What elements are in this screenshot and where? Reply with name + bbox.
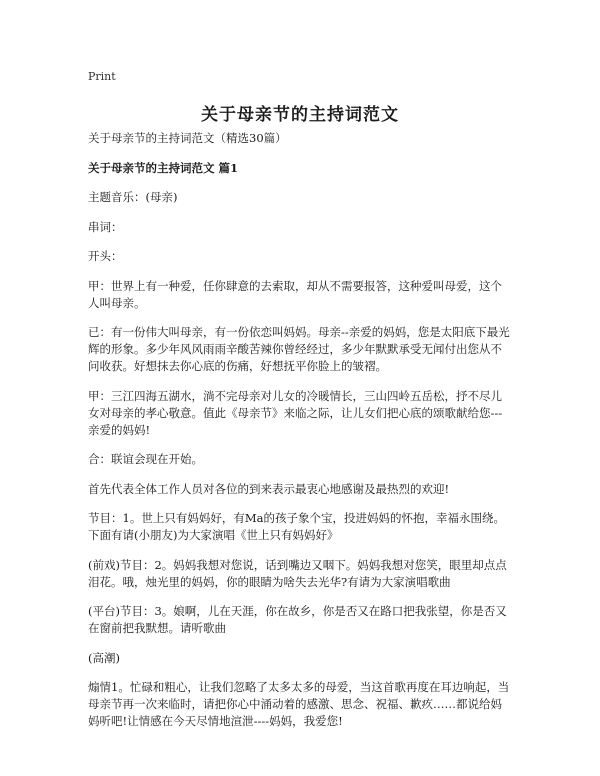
paragraph: 节目：1。世上只有妈妈好，有Ma的孩子象个宝，投进妈妈的怀抱，幸福永围绕。下面有请(小朋友)为大家演唱《世上只有妈妈好》 — [88, 511, 505, 542]
paragraph: (平台)节目：3。娘啊，儿在天涯，你在故乡，你是否又在路口把我张望，你是否又在窗前把我默想。请听歌曲 — [88, 604, 507, 635]
paragraph-script-label: 串词： — [88, 219, 123, 234]
paragraph: 煽情1。忙碌和粗心，让我们忽略了太多太多的母爱，当这首歌再度在耳边响起，当母亲节再一次来临时，请把你心中涌动着的感激、思念、祝福、歉疚……都说给妈妈听吧!让情感在今天尽情地渲泄----妈妈，我爱您! — [88, 680, 510, 728]
paragraph-opening-label: 开头： — [88, 249, 123, 263]
document-body — [88, 130, 512, 743]
paragraph: 甲：三江四海五湖水，淌不完母亲对儿女的冷暖情长，三山四岭五岳松，抒不尽儿女对母亲的孝心敬意。值此《母亲节》来临之际，让儿女们把心底的颂歌献给您---亲爱的妈妈! — [88, 388, 503, 437]
paragraph: 首先代表全体工作人员对各位的到来表示最衷心地感谢及最热烈的欢迎! — [88, 481, 450, 496]
section-heading: 关于母亲节的主持词范文 篇1 — [88, 160, 239, 175]
paragraph-theme-music: 主题音乐：(母亲) — [88, 190, 178, 204]
document-subtitle: 关于母亲节的主持词范文（精选30篇） — [88, 131, 287, 145]
paragraph: (高潮) — [88, 650, 120, 665]
document-title: 关于母亲节的主持词范文 — [201, 105, 399, 125]
paragraph: 合：联谊会现在开始。 — [88, 452, 203, 466]
paragraph: (前戏)节目：2。妈妈我想对您说，话到嘴边又咽下。妈妈我想对您笑，眼里却点点泪花。哦，烛光里的妈妈，你的眼睛为啥失去光华?有请为大家演唱歌曲 — [88, 557, 507, 589]
paragraph: 已：有一份伟大叫母亲，有一份依恋叫妈妈。母亲--亲爱的妈妈，您是太阳底下最光辉的形象。多少年风风雨雨辛酸苦辣你曾经经过，多少年默默承受无闻付出您从不问收获。好想抹去你心底的伤痛，好想抚平你脸上的皱褶。 — [88, 325, 510, 373]
paragraph: 甲：世界上有一种爱，任你肆意的去索取，却从不需要报答，这种爱叫母爱，这个人叫母亲。 — [88, 278, 502, 310]
print-label[interactable]: Print — [88, 70, 116, 83]
